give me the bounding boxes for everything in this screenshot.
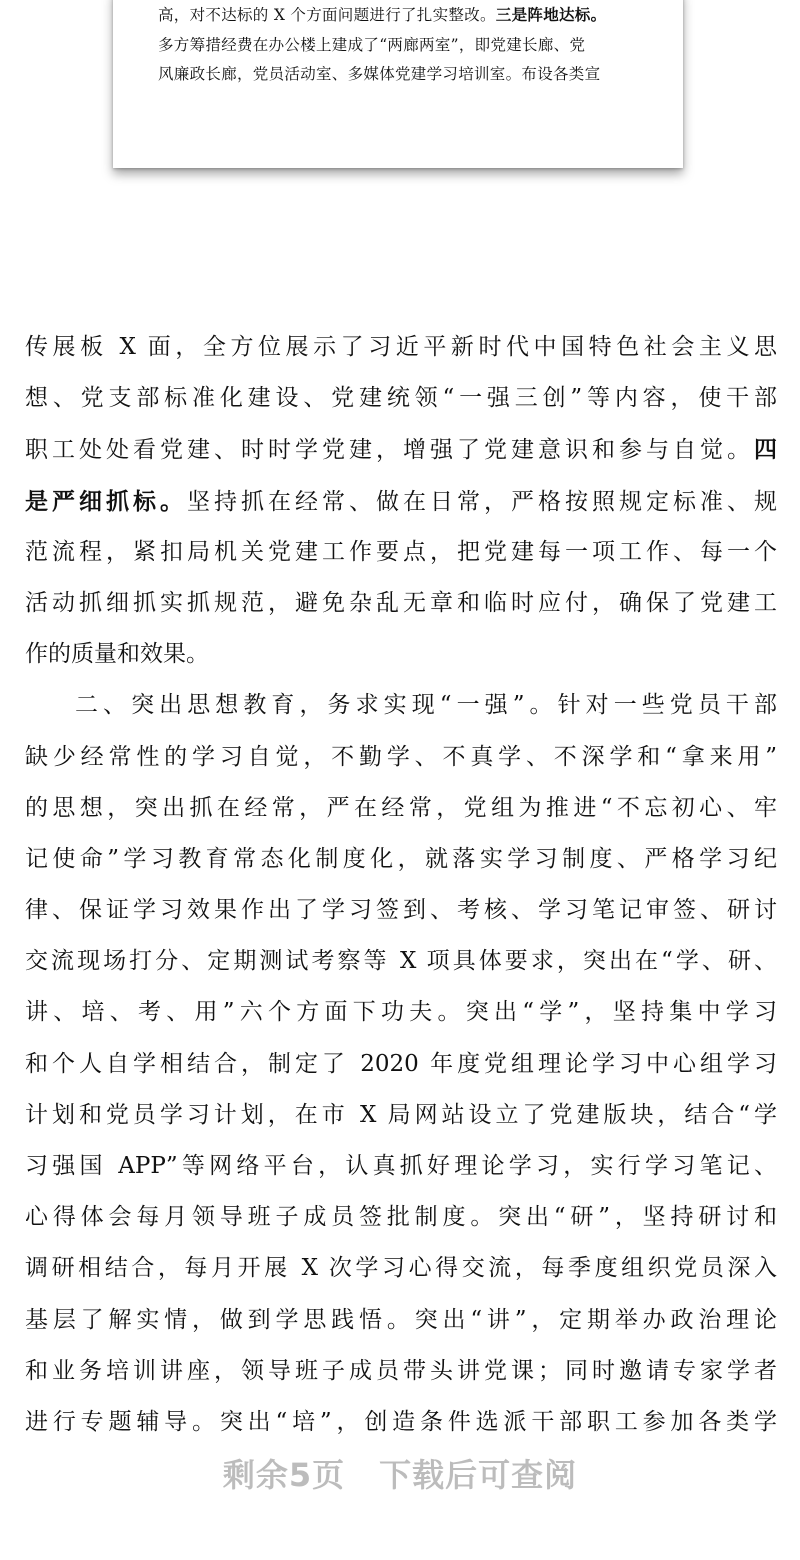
body-text: 基层了解实情，做到学思践悟。突出“讲”，定期举办政治理论 bbox=[25, 1306, 777, 1333]
body-text: 想、党支部标准化建设、党建统领“一强三创”等内容，使干部 bbox=[25, 385, 777, 412]
body-text: 的思想，突出抓在经常，严在经常，党组为推进“不忘初心、牢 bbox=[25, 794, 777, 821]
body-text: 律、保证学习效果作出了学习签到、考核、学习笔记审签、研讨 bbox=[25, 897, 777, 924]
body-text: 作的质量和效果。 bbox=[25, 641, 209, 668]
body-text: 心得体会每月领导班子成员签批制度。突出“研”，坚持研讨和 bbox=[25, 1204, 777, 1231]
body-line bbox=[25, 424, 777, 475]
body-line bbox=[25, 322, 777, 373]
body-line bbox=[25, 1192, 777, 1243]
body-text: 记使命”学习教育常态化制度化，就落实学习制度、严格学习纪 bbox=[25, 845, 777, 872]
body-text: 和个人自学相结合，制定了 2020 年度党组理论学习中心组学习 bbox=[25, 1050, 777, 1077]
body-text: 计划和党员学习计划，在市 X 局网站设立了党建版块，结合“学 bbox=[25, 1101, 777, 1128]
preview-text: 高，对不达标的 X 个方面问题进行了扎实整改。 bbox=[158, 6, 496, 24]
remaining-pages-label: 剩余5页 bbox=[222, 1456, 346, 1494]
body-line bbox=[25, 680, 777, 731]
body-text: 习强国 APP”等网络平台，认真抓好理论学习，实行学习笔记、 bbox=[25, 1153, 777, 1179]
body-text: 坚持抓在经常、做在日常，严格按照规定标准、规 bbox=[187, 488, 777, 515]
body-line bbox=[25, 373, 777, 424]
body-bold-text: 是严细抓标。 bbox=[25, 487, 187, 515]
body-text: 调研相结合，每月开展 X 次学习心得交流，每季度组织党员深入 bbox=[25, 1255, 777, 1282]
body-line bbox=[25, 1346, 777, 1397]
preview-line bbox=[158, 60, 658, 90]
body-line bbox=[25, 987, 777, 1038]
body-text: 范流程，紧扣局机关党建工作要点，把党建每一项工作、每一个 bbox=[25, 538, 777, 565]
preview-text: 多方筹措经费在办公楼上建成了“两廊两室”，即党建长廊、党 bbox=[158, 35, 586, 54]
remaining-pages-banner[interactable] bbox=[0, 1450, 800, 1496]
preview-bold-text: 三是阵地达标。 bbox=[495, 5, 607, 24]
preview-text: 风廉政长廊，党员活动室、多媒体党建学习培训室。布设各类宣 bbox=[158, 65, 601, 83]
body-line bbox=[25, 732, 777, 783]
body-line bbox=[25, 1141, 777, 1192]
body-text: 职工处处看党建、时时学党建，增强了党建意识和参与自觉。 bbox=[25, 437, 754, 464]
body-text: 和业务培训讲座，领导班子成员带头讲党课；同时邀请专家学者 bbox=[25, 1357, 777, 1384]
body-line bbox=[25, 1243, 777, 1294]
body-line bbox=[25, 885, 777, 936]
body-line bbox=[25, 527, 777, 578]
body-line bbox=[25, 834, 777, 885]
body-text: 交流现场打分、定期测试考察等 X 项具体要求，突出在“学、研、 bbox=[25, 948, 777, 975]
body-line bbox=[25, 1090, 777, 1141]
body-text: 活动抓细抓实抓规范，避免杂乱无章和临时应付，确保了党建工 bbox=[25, 589, 777, 616]
body-line bbox=[25, 1039, 777, 1090]
body-line bbox=[25, 578, 777, 629]
preview-page-card bbox=[113, 0, 683, 168]
body-text: 进行专题辅导。突出“培”，创造条件选派干部职工参加各类学 bbox=[25, 1408, 777, 1435]
body-text: 讲、培、考、用”六个方面下功夫。突出“学”，坚持集中学习 bbox=[25, 999, 777, 1026]
body-line bbox=[25, 936, 777, 987]
body-line bbox=[25, 1295, 777, 1346]
preview-line bbox=[158, 31, 658, 61]
body-text: 缺少经常性的学习自觉，不勤学、不真学、不深学和“拿来用” bbox=[25, 743, 777, 770]
document-body bbox=[25, 322, 777, 1448]
body-line bbox=[25, 1397, 777, 1448]
body-line bbox=[25, 783, 777, 834]
body-text: 传展板 X 面，全方位展示了习近平新时代中国特色社会主义思 bbox=[25, 334, 777, 360]
download-to-view-label: 下载后可查阅 bbox=[379, 1456, 578, 1494]
preview-page-text bbox=[158, 0, 658, 90]
preview-line bbox=[158, 0, 658, 31]
body-line bbox=[25, 476, 777, 527]
body-line bbox=[25, 629, 777, 680]
body-text: 二、突出思想教育，务求实现“一强”。针对一些党员干部 bbox=[75, 692, 777, 719]
body-bold-text: 四 bbox=[754, 436, 777, 464]
